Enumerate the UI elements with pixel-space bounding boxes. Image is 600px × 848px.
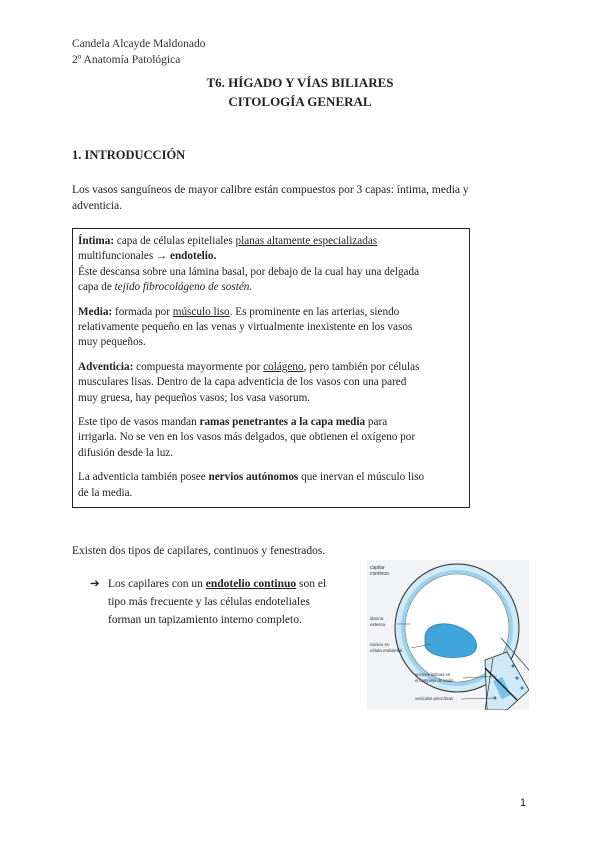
- document-title: T6. HÍGADO Y VÍAS BILIARES: [206, 75, 394, 90]
- adventicia-label: Adventicia:: [78, 360, 134, 373]
- text: forman un tapizamiento interno completo.: [108, 614, 302, 626]
- text: difusión desde la luz.: [78, 446, 174, 459]
- document-subtitle: CITOLOGÍA GENERAL: [228, 94, 372, 109]
- intro-line: Los vasos sanguíneos de mayor calibre están compuestos por 3 capas: íntima, media y: [72, 184, 469, 196]
- vesicle-dot: [516, 677, 519, 680]
- text: irrigarla. No se ven en los vasos más delgados, que obtienen el oxígeno por: [78, 431, 416, 444]
- section-heading: 1. INTRODUCCIÓN: [72, 148, 186, 162]
- label-nucleus: núcleo en: [370, 642, 390, 647]
- intro-paragraph: [72, 182, 522, 214]
- underlined-text: colágeno: [263, 360, 304, 373]
- bullet-text: [108, 575, 360, 629]
- text: que inervan el músculo liso: [298, 471, 425, 484]
- text: relativamente pequeño en las venas y virtualmente inexistente en los vasos: [78, 321, 413, 334]
- bold-text: endotelio.: [169, 250, 217, 263]
- underlined-text: planas altamente especializadas: [235, 235, 378, 247]
- text: de la media.: [78, 486, 133, 499]
- vesicle-dot: [521, 687, 524, 690]
- text: . Es prominente en las arterias, siendo: [229, 305, 400, 318]
- bullet-item: [90, 575, 360, 629]
- capillaries-intro: Existen dos tipos de capilares, continuos y fenestrados.: [72, 545, 326, 557]
- italic-text: tejido fibrocolágeno de sostén: [114, 281, 250, 294]
- nerves-paragraph: [78, 470, 469, 501]
- vasa-vasorum-paragraph: [78, 415, 469, 461]
- figure-title: capilar: [370, 565, 385, 571]
- text: , pero también por células: [303, 360, 420, 373]
- vesicle-dot: [512, 665, 515, 668]
- intima-label: Íntima:: [78, 235, 115, 247]
- media-paragraph: [78, 305, 469, 351]
- text: Los capilares con un: [108, 578, 206, 590]
- page-number: 1: [520, 797, 527, 809]
- underlined-text: músculo liso: [172, 305, 230, 318]
- text: son el: [296, 578, 327, 590]
- label-nucleus: célula endotelial: [370, 648, 403, 653]
- text: muy pequeños.: [78, 336, 146, 349]
- text: tipo más frecuente y las células endoteliales: [108, 596, 310, 608]
- label-junctions: uniones íntimas en: [415, 672, 451, 677]
- author-name: Candela Alcayde Maldonado: [72, 38, 206, 50]
- text: capa de: [78, 281, 115, 294]
- intro-line: adventicia.: [72, 200, 123, 212]
- text: Éste descansa sobre una lámina basal, por debajo de la cual hay una delgada: [78, 265, 420, 278]
- figure-title: continuo: [370, 571, 389, 577]
- label-lamina: externa: [370, 622, 386, 627]
- layers-box: [72, 228, 470, 508]
- text: musculares lisas. Dentro de la capa adventicia de los vasos con una pared: [78, 376, 407, 389]
- text: multifuncionales →: [78, 250, 170, 263]
- label-lamina: lámina: [370, 616, 384, 621]
- adventicia-paragraph: [78, 360, 469, 406]
- capillary-illustration: [367, 560, 529, 710]
- text: .: [249, 281, 253, 294]
- text: La adventicia también posee: [78, 471, 209, 484]
- bold-underlined-text: endotelio continuo: [205, 578, 297, 590]
- text: capa de células epiteliales: [114, 235, 236, 247]
- label-vesicles: vesículas pinocíticas: [415, 696, 454, 701]
- capillary-diagram: [367, 560, 529, 710]
- bold-text: nervios autónomos: [208, 471, 299, 484]
- course-name: 2º Anatomía Patológica: [72, 53, 181, 66]
- bold-text: ramas penetrantes a la capa media: [199, 416, 366, 429]
- text: Este tipo de vasos mandan: [78, 416, 200, 429]
- text: para: [365, 416, 388, 429]
- text: formada por: [112, 305, 173, 318]
- label-junctions: el complejo de unión: [415, 678, 454, 683]
- arrow-bullet-icon: ➔: [90, 578, 100, 590]
- media-label: Media:: [78, 305, 113, 318]
- intima-paragraph: [78, 234, 469, 296]
- author-block: [72, 37, 206, 68]
- text: compuesta mayormente por: [133, 360, 264, 373]
- text: muy gruesa, hay pequeños vasos; los vasa vasorum.: [78, 391, 311, 404]
